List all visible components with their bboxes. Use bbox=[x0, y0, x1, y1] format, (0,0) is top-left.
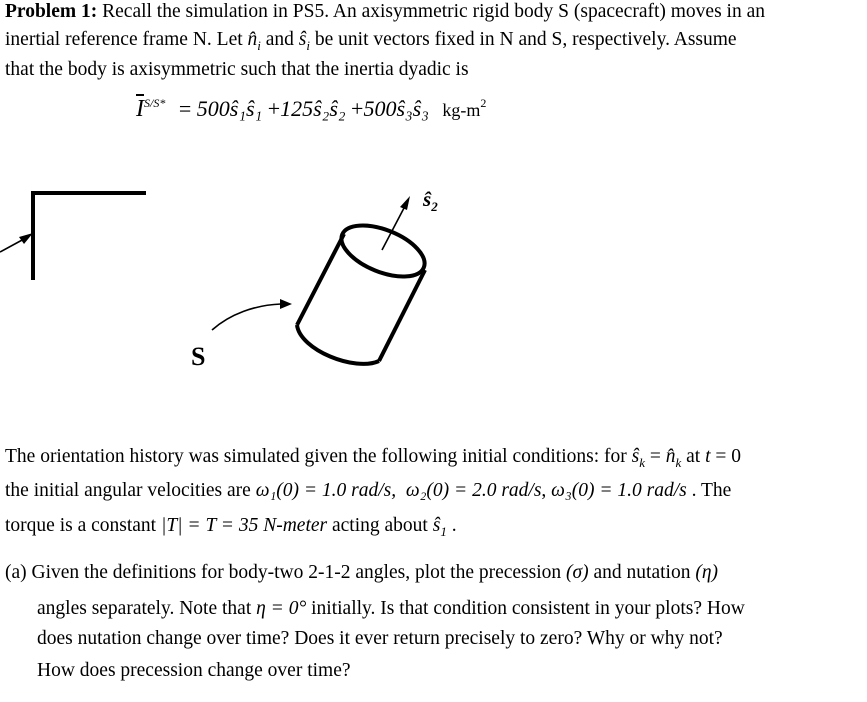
plus-sign-2: + bbox=[351, 96, 364, 121]
axis-label-sub: 2 bbox=[431, 199, 438, 214]
part-a-text-1b: and nutation bbox=[588, 562, 696, 583]
inertia-term-2: 125ŝ₂ŝ₂ bbox=[280, 96, 346, 121]
cond-t: t bbox=[705, 446, 711, 467]
cond-equals: = bbox=[644, 446, 666, 467]
conditions-line-1 bbox=[5, 445, 741, 475]
inertia-units: kg-m bbox=[442, 100, 481, 120]
cond-n-k: n̂ bbox=[665, 446, 676, 467]
axis-label-s2 bbox=[423, 187, 438, 215]
torque-axis-sub: 1 bbox=[440, 524, 447, 539]
omega-1: ω₁(0) = 1.0 rad/s, bbox=[255, 480, 397, 501]
part-a-text-1: (a) Given the definitions for body-two 2-1-2 angles, plot the precession bbox=[5, 562, 567, 583]
body-pointer-arrow bbox=[212, 299, 292, 330]
part-a-line-2 bbox=[37, 597, 745, 621]
unit-vector-s-sub: i bbox=[306, 38, 311, 53]
part-a-line-1 bbox=[5, 561, 718, 585]
eta-initial: η = 0° bbox=[256, 598, 307, 619]
body-label-s: S bbox=[191, 342, 206, 371]
conditions-text-2: the initial angular velocities are bbox=[5, 480, 256, 501]
plus-sign-1: + bbox=[267, 96, 281, 121]
intro-text-2c: be unit vectors fixed in N and S, respectively. Assume bbox=[310, 29, 737, 50]
cylinder-body bbox=[297, 215, 432, 364]
conditions-text-2-end: . The bbox=[686, 480, 732, 501]
problem-heading: Problem 1: bbox=[5, 1, 98, 22]
part-a-text-2: angles separately. Note that bbox=[37, 598, 257, 619]
cond-s-k-sub: k bbox=[639, 455, 645, 470]
cond-n-k-sub: k bbox=[675, 455, 682, 470]
inertia-term-3: 500ŝ₃ŝ₃ bbox=[363, 96, 429, 121]
unit-vector-s: ŝ bbox=[298, 29, 307, 50]
sigma-symbol: (σ) bbox=[566, 562, 589, 583]
eta-symbol: (η) bbox=[695, 562, 719, 583]
conditions-line-3 bbox=[5, 514, 457, 544]
conditions-text-3b: acting about bbox=[327, 515, 433, 536]
conditions-text-1: The orientation history was simulated given the following initial conditions: for bbox=[5, 446, 632, 467]
conditions-line-2: the initial angular velocities are ω₁(0) = 1.0 rad/s, ω₂(0) = 2.0 rad/s, ω₃(0) = 1.0 rad/s . The bbox=[5, 480, 732, 501]
unit-vector-n: n̂ bbox=[247, 29, 258, 50]
inertia-term-1: 500ŝ₁ŝ₁ bbox=[196, 96, 263, 121]
cond-at: at bbox=[681, 446, 706, 467]
frame-arrow bbox=[0, 233, 33, 252]
inertia-symbol: $\overline{I}$ bbox=[136, 96, 144, 122]
omega-3: ω₃(0) = 1.0 rad/s bbox=[551, 480, 687, 501]
unit-vector-n-sub: i bbox=[257, 38, 261, 53]
inertia-units-exp: 2 bbox=[480, 96, 487, 110]
cond-zero: = 0 bbox=[710, 446, 742, 467]
torque-axis: ŝ bbox=[432, 515, 441, 536]
axis-label-letter: ŝ bbox=[423, 187, 432, 211]
s2-axis-arrow bbox=[382, 196, 410, 250]
omega-2: ω₂(0) = 2.0 rad/s bbox=[405, 480, 542, 501]
part-a-line-4: How does precession change over time? bbox=[37, 660, 351, 681]
intro-text-2b: and bbox=[260, 29, 299, 50]
part-a-text-2b: initially. Is that condition consistent in your plots? How bbox=[306, 598, 745, 619]
cond-s-k: ŝ bbox=[631, 446, 640, 467]
conditions-text-3-end: . bbox=[446, 515, 457, 536]
intro-text-2a: inertial reference frame N. Let bbox=[5, 29, 248, 50]
conditions-text-3: torque is a constant bbox=[5, 515, 161, 536]
torque-expression: |T| = T = 35 N-meter bbox=[160, 515, 328, 536]
part-a-line-3: does nutation change over time? Does it ever return precisely to zero? Why or why not? bbox=[37, 628, 723, 649]
equals-sign: = bbox=[178, 96, 192, 121]
inertia-superscript: S/S* bbox=[144, 96, 166, 110]
reference-frame-corner bbox=[33, 191, 146, 280]
intro-text-1: Recall the simulation in PS5. An axisymmetric rigid body S (spacecraft) moves in an bbox=[97, 1, 766, 22]
intro-line-3: that the body is axisymmetric such that the inertia dyadic is bbox=[5, 59, 469, 80]
